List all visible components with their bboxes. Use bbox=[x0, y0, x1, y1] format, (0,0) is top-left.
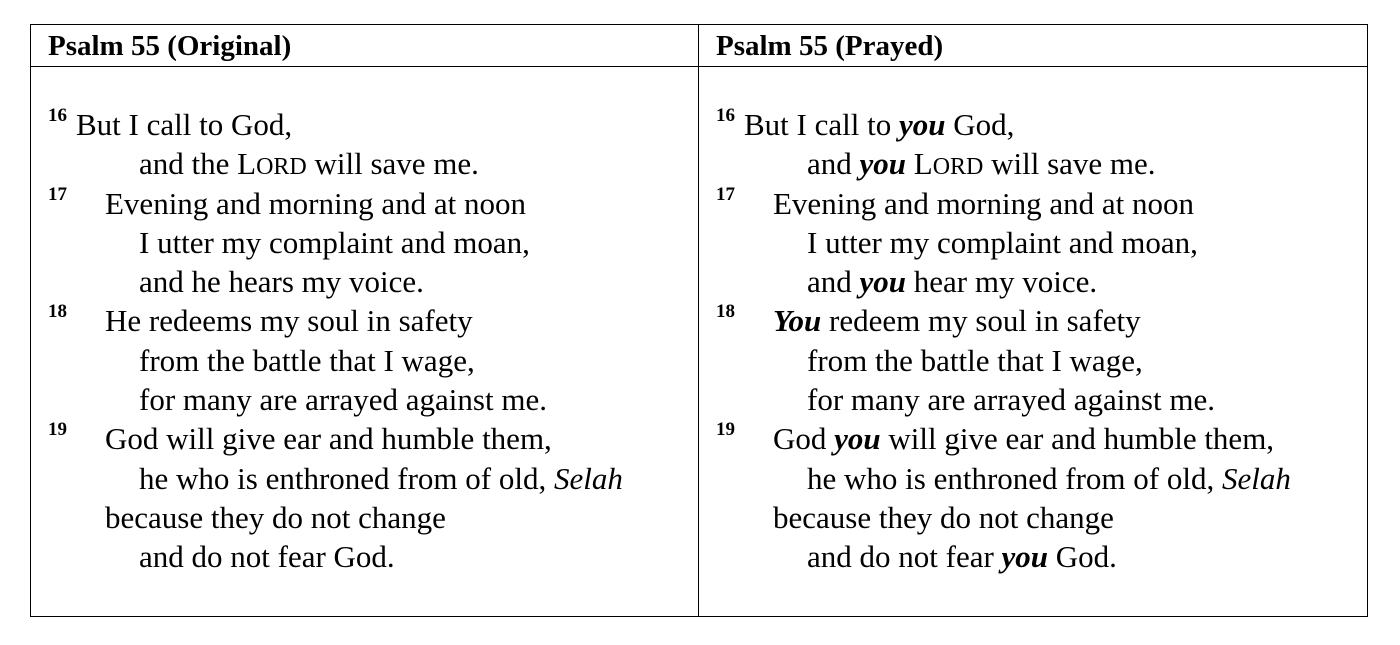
prayed-verses bbox=[699, 67, 1367, 577]
verse-text: But I call to God, bbox=[76, 107, 293, 142]
verse-line bbox=[31, 262, 698, 301]
verse-text: I utter my complaint and moan, bbox=[807, 224, 1198, 260]
prayed-column-header: Psalm 55 (Prayed) bbox=[699, 25, 1367, 67]
verse-line bbox=[699, 184, 1367, 223]
verse-line bbox=[31, 419, 698, 458]
verse-line bbox=[699, 498, 1367, 537]
emphasis-you: you bbox=[834, 421, 881, 457]
verse-line bbox=[31, 380, 698, 419]
verse-text: for many are arrayed against me. bbox=[139, 382, 547, 418]
verse-text: for many are arrayed against me. bbox=[807, 382, 1215, 418]
verse-text: and you hear my voice. bbox=[807, 264, 1098, 300]
verse-text: he who is enthroned from of old, Selah bbox=[139, 460, 623, 496]
verse-line bbox=[699, 262, 1367, 301]
verse-line bbox=[699, 105, 1367, 144]
emphasis-you: You bbox=[773, 303, 822, 339]
verse-text: because they do not change bbox=[105, 499, 446, 535]
verse-line bbox=[31, 301, 698, 340]
verse-text: because they do not change bbox=[773, 499, 1114, 535]
verse-line bbox=[699, 419, 1367, 458]
verse-text: from the battle that I wage, bbox=[139, 342, 475, 378]
verse-number: 16 bbox=[716, 105, 735, 126]
verse-text: But I call to you God, bbox=[744, 107, 1015, 142]
original-column-header: Psalm 55 (Original) bbox=[31, 25, 698, 67]
prayed-column bbox=[699, 25, 1367, 616]
verse-text: from the battle that I wage, bbox=[807, 342, 1143, 378]
verse-line bbox=[31, 498, 698, 537]
verse-number: 19 bbox=[716, 419, 735, 441]
verse-number: 16 bbox=[48, 105, 67, 126]
verse-number: 18 bbox=[48, 301, 67, 323]
verse-text: I utter my complaint and moan, bbox=[139, 224, 530, 260]
verse-line bbox=[699, 341, 1367, 380]
verse-line bbox=[31, 105, 698, 144]
verse-text: and the LORD will save me. bbox=[139, 146, 479, 182]
verse-line bbox=[699, 380, 1367, 419]
verse-line bbox=[699, 144, 1367, 183]
verse-line bbox=[31, 341, 698, 380]
verse-text: and do not fear you God. bbox=[807, 539, 1117, 575]
verse-text: Evening and morning and at noon bbox=[105, 185, 526, 221]
emphasis-you: you bbox=[859, 146, 907, 182]
verse-line bbox=[699, 223, 1367, 262]
verse-text: Evening and morning and at noon bbox=[773, 185, 1194, 221]
verse-number: 19 bbox=[48, 419, 67, 441]
verse-line bbox=[31, 144, 698, 183]
verse-number: 18 bbox=[716, 301, 735, 323]
original-column bbox=[31, 25, 699, 616]
verse-line bbox=[31, 184, 698, 223]
original-verses bbox=[31, 67, 698, 577]
verse-text: God will give ear and humble them, bbox=[105, 421, 552, 457]
selah-marker: Selah bbox=[1221, 460, 1291, 496]
psalm-comparison-table bbox=[30, 24, 1368, 617]
verse-line bbox=[699, 459, 1367, 498]
verse-text: He redeems my soul in safety bbox=[105, 303, 473, 339]
verse-line bbox=[31, 459, 698, 498]
emphasis-you: you bbox=[898, 107, 946, 142]
verse-text: he who is enthroned from of old, Selah bbox=[807, 460, 1291, 496]
selah-marker: Selah bbox=[553, 460, 623, 496]
verse-text: and do not fear God. bbox=[139, 539, 395, 575]
emphasis-you: you bbox=[859, 264, 907, 300]
verse-line bbox=[699, 537, 1367, 576]
verse-text: and he hears my voice. bbox=[139, 264, 424, 300]
emphasis-you: you bbox=[1001, 539, 1049, 575]
verse-number: 17 bbox=[48, 183, 67, 205]
verse-line bbox=[699, 301, 1367, 340]
verse-text: You redeem my soul in safety bbox=[773, 303, 1141, 339]
verse-number: 17 bbox=[716, 183, 735, 205]
verse-text: and you LORD will save me. bbox=[807, 146, 1156, 182]
verse-line bbox=[31, 223, 698, 262]
verse-text: God you will give ear and humble them, bbox=[773, 421, 1275, 457]
verse-line bbox=[31, 537, 698, 576]
